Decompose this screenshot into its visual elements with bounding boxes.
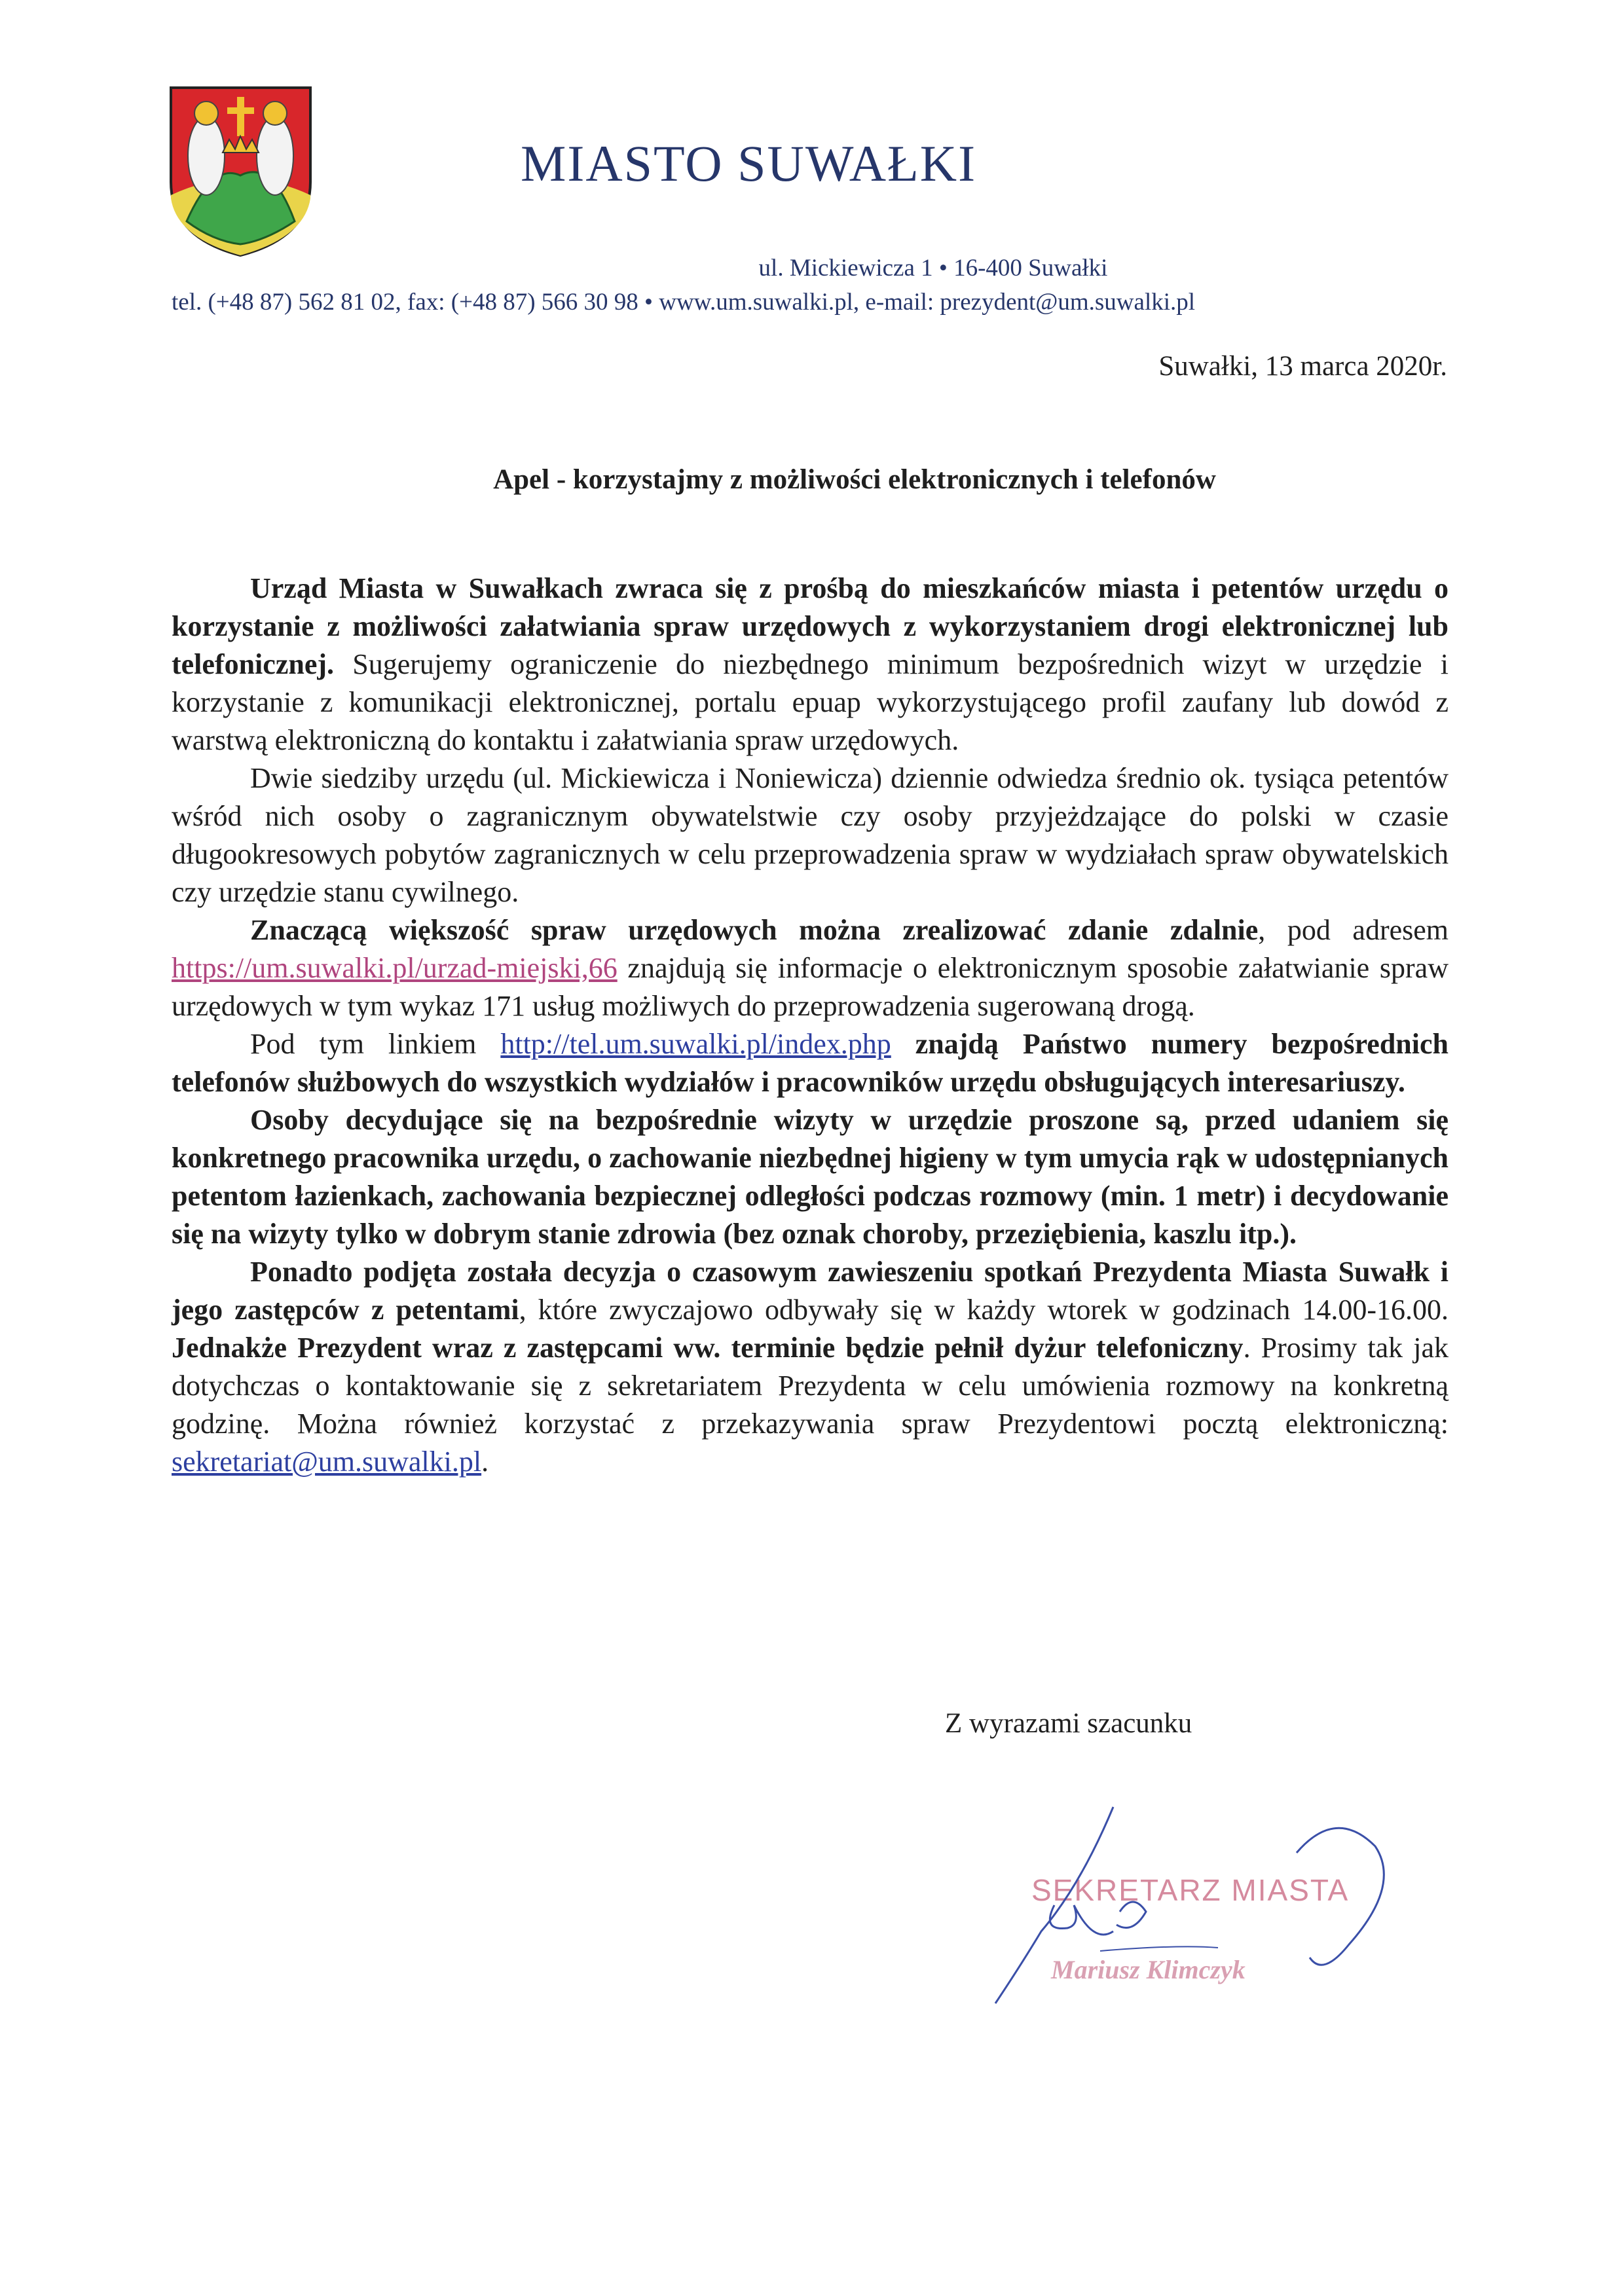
- paragraph-3-text-post: znajdują się informacje o elektronicznym sposobie załatwianie spraw urzędowych w tym wykaz 171 usług możliwych do przeprowadzenia sugerowaną drogą.: [172, 952, 1449, 1022]
- paragraph-1: [172, 570, 1449, 759]
- paragraph-3-text-pre: , pod adresem: [1258, 914, 1449, 946]
- stamp-name: Mariusz Klimczyk: [1051, 1955, 1246, 1984]
- paragraph-3-bold: Znaczącą większość spraw urzędowych można zrealizować zdanie zdalnie: [250, 914, 1259, 946]
- paragraph-1-text: Sugerujemy ograniczenie do niezbędnego minimum bezpośrednich wizyt w urzędzie i korzystanie z komunikacji elektronicznej, portalu epuap wykorzystującego profil zaufany lub dowód z warstwą elektroniczną do kontaktu i załatwiania spraw urzędowych.: [172, 648, 1449, 756]
- paragraph-6: [172, 1253, 1449, 1481]
- letter-heading: Apel - korzystajmy z możliwości elektronicznych i telefonów: [493, 464, 1216, 495]
- secretariat-email-link[interactable]: sekretariat@um.suwalki.pl: [172, 1446, 482, 1478]
- phone-directory-link[interactable]: http://tel.um.suwalki.pl/index.php: [500, 1028, 891, 1060]
- paragraph-6-end: .: [481, 1446, 489, 1478]
- closing-phrase: Z wyrazami szacunku: [945, 1708, 1192, 1739]
- stamp-role: SEKRETARZ MIASTA: [1031, 1873, 1350, 1907]
- handwritten-signature: [982, 1794, 1401, 2016]
- address-line: ul. Mickiewicza 1 • 16-400 Suwałki: [758, 255, 1108, 282]
- paragraph-3: [172, 911, 1449, 1025]
- contact-line: tel. (+48 87) 562 81 02, fax: (+48 87) 566 30 98 • www.um.suwalki.pl, e-mail: prezydent@um.suwalki.pl: [172, 289, 1196, 316]
- city-coat-of-arms-logo: [167, 84, 314, 259]
- paragraph-4-bold: znajdą Państwo numery bezpośrednich telefonów służbowych do wszystkich wydziałów i pracowników urzędu obsługujących interesariuszy.: [172, 1028, 1449, 1098]
- letter-date: Suwałki, 13 marca 2020r.: [1158, 351, 1447, 382]
- paragraph-6-bold-1: Ponadto podjęta została decyzja o czasowym zawieszeniu spotkań Prezydenta Miasta Suwałk i jego zastępców z petentami: [172, 1256, 1449, 1326]
- urzad-miejski-link[interactable]: https://um.suwalki.pl/urzad-miejski,66: [172, 952, 618, 984]
- paragraph-5-bold: Osoby decydujące się na bezpośrednie wizyty w urzędzie proszone są, przed udaniem się konkretnego pracownika urzędu, o zachowanie niezbędnej higieny w tym umycia rąk w udostępnianych petentom łazienkach, zachowania bezpiecznej odległości podczas rozmowy (min. 1 metr) i decydowanie się na wizyty tylko w dobrym stanie zdrowia (bez oznak choroby, przeziębienia, kaszlu itp.).: [172, 1104, 1449, 1250]
- paragraph-5: [172, 1101, 1449, 1253]
- paragraph-4-text-pre: Pod tym linkiem: [250, 1028, 501, 1060]
- city-title: MIASTO SUWAŁKI: [521, 135, 977, 192]
- paragraph-6-text-1: , które zwyczajowo odbywały się w każdy wtorek w godzinach 14.00-16.00.: [519, 1294, 1449, 1326]
- paragraph-1-bold: Urząd Miasta w Suwałkach zwraca się z prośbą do mieszkańców miasta i petentów urzędu o korzystanie z możliwości załatwiania spraw urzędowych z wykorzystaniem drogi elektronicznej lub telefonicznej.: [172, 572, 1449, 680]
- paragraph-2: Dwie siedziby urzędu (ul. Mickiewicza i Noniewicza) dziennie odwiedza średnio ok. tysiąca petentów wśród nich osoby o zagranicznym obywatelstwie czy osoby przyjeżdzające do polski w czasie długookresowych pobytów zagranicznych w celu przeprowadzenia spraw w wydziałach spraw obywatelskich czy urzędzie stanu cywilnego.: [172, 762, 1449, 908]
- paragraph-4: [172, 1025, 1449, 1101]
- letter-body: [172, 570, 1449, 1481]
- paragraph-6-text-2: . Prosimy tak jak dotychczas o kontaktowanie się z sekretariatem Prezydenta w celu umówienia rozmowy na konkretną godzinę. Można również korzystać z przekazywania spraw Prezydentowi pocztą elektroniczną:: [172, 1332, 1449, 1440]
- paragraph-6-bold-2: Jednakże Prezydent wraz z zastępcami ww. terminie będzie pełnił dyżur telefoniczny: [172, 1332, 1244, 1364]
